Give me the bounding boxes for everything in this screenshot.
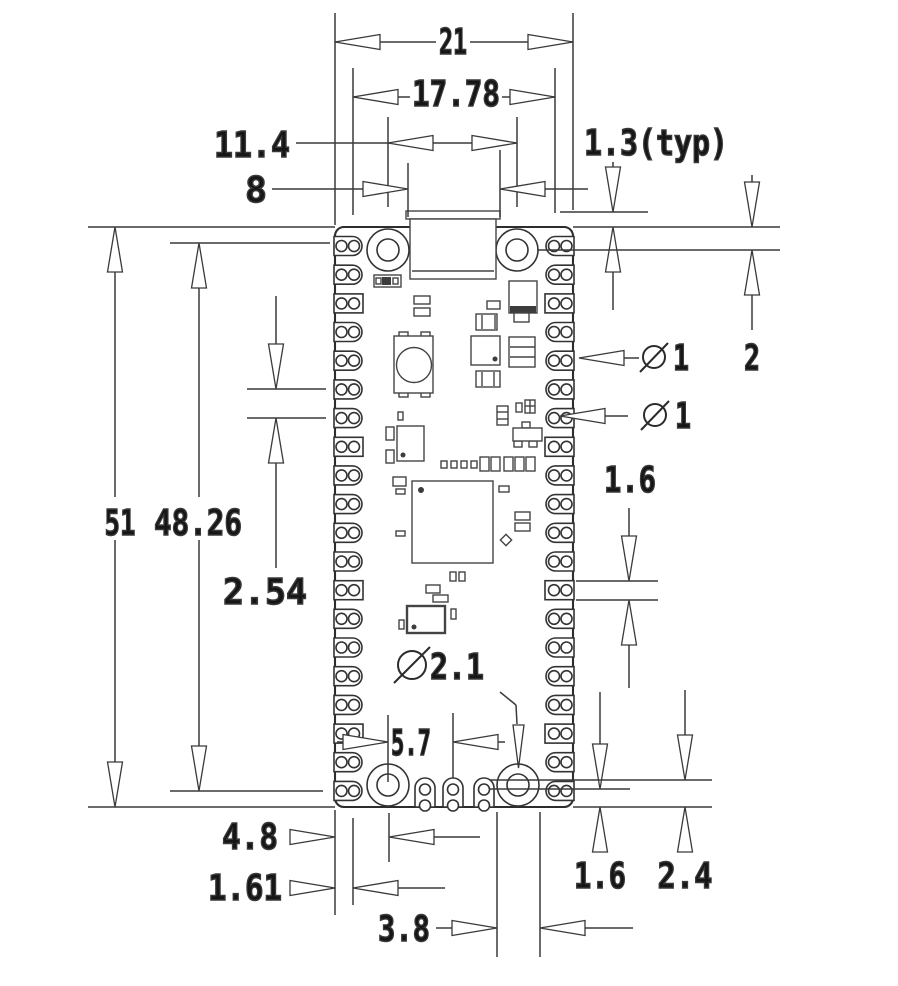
dim-label-mount-hole-dia: 2.1 — [430, 647, 484, 688]
pin-pad-right-4 — [546, 323, 574, 342]
pin-pad-left-15 — [334, 638, 362, 657]
debug-pad-1 — [415, 778, 435, 811]
diameter-symbol — [640, 343, 668, 372]
dim-castellation-dia — [579, 338, 689, 379]
pin-pad-right-20 — [546, 781, 574, 800]
debug-pad-2 — [443, 778, 463, 811]
dim-usb-width — [245, 150, 588, 217]
led — [374, 275, 401, 287]
pin-pad-left-1 — [334, 237, 362, 256]
dim-pad-length — [576, 460, 658, 688]
pin-pad-left-6 — [334, 380, 362, 399]
debug-pads — [415, 778, 494, 811]
usb-connector — [406, 211, 500, 279]
pin-pad-left-2 — [334, 265, 362, 284]
pin-pad-right-6 — [546, 380, 574, 399]
pin-pad-right-1 — [546, 237, 574, 256]
mounting-hole-bottom-right — [497, 764, 539, 806]
pin-pad-right-19 — [546, 753, 574, 772]
dim-label-debug-pad-offset: 2.4 — [657, 856, 713, 897]
crystal — [407, 606, 445, 633]
pin-pad-left-16 — [334, 667, 362, 686]
dim-label-edge-to-hole-col: 1.61 — [208, 868, 282, 909]
pin-pad-right-2 — [546, 265, 574, 284]
pin-pad-right-9 — [546, 466, 574, 485]
pin-pad-left-5 — [334, 351, 362, 370]
pin-pad-left-4 — [334, 323, 362, 342]
pin-pad-right-16 — [546, 667, 574, 686]
pin-pad-right-5 — [546, 351, 574, 370]
pin-pad-left-20 — [334, 781, 362, 800]
pin-pad-right-14 — [546, 609, 574, 628]
dim-label-edge-to-bottom-hole: 4.8 — [222, 817, 278, 858]
dim-pin-row-span — [154, 243, 330, 791]
dim-label-edge-to-mount-hole: 2 — [744, 338, 760, 379]
dim-label-through-hole-dia: 1 — [675, 396, 691, 437]
dim-label-usb-overhang: 1.3(typ) — [584, 123, 728, 164]
pin-pad-left-3 — [334, 294, 363, 313]
pcb-board — [334, 211, 574, 811]
dim-label-pin-pitch: 2.54 — [223, 572, 307, 613]
dim-pin-pitch — [223, 296, 326, 613]
pin-pad-left-10 — [334, 495, 362, 514]
pin-pad-left-9 — [334, 466, 362, 485]
pin-pad-left-7 — [334, 409, 362, 428]
pin-pad-right-15 — [546, 638, 574, 657]
pin-pad-right-3 — [545, 294, 574, 313]
pin-pad-right-10 — [546, 495, 574, 514]
pin-pad-right-8 — [545, 437, 574, 456]
dim-usb-overhang — [560, 123, 728, 310]
dim-label-mount-hole-span: 11.4 — [214, 125, 290, 166]
pin-pad-left-19 — [334, 753, 362, 772]
pin-pad-left-14 — [334, 609, 362, 628]
pin-pad-left-12 — [334, 552, 362, 571]
debug-pad-3 — [474, 778, 494, 811]
dim-label-pin-row-span: 48.26 — [154, 503, 242, 544]
dim-label-hole-col-span: 17.78 — [412, 74, 500, 115]
dim-label-debug-pad-len: 1.6 — [574, 856, 626, 897]
pin-pad-right-17 — [546, 695, 574, 714]
mounting-hole-top-right — [496, 229, 538, 271]
pin-pad-right-18 — [545, 724, 574, 743]
dim-label-castellation-dia: 1 — [673, 338, 689, 379]
flash-chip — [397, 426, 424, 461]
pin-pad-left-11 — [334, 523, 362, 542]
bootsel-button — [394, 332, 433, 397]
dim-label-usb-width: 8 — [245, 170, 267, 211]
pin-pad-left-17 — [334, 695, 362, 714]
pin-pad-left-8 — [334, 437, 363, 456]
dim-label-board-length: 51 — [104, 503, 136, 544]
pin-pad-left-13 — [334, 581, 363, 600]
mounting-hole-top-left — [367, 229, 409, 271]
pin-pad-right-11 — [546, 523, 574, 542]
pin-pad-right-12 — [546, 552, 574, 571]
dim-through-hole-dia — [560, 396, 691, 437]
dim-label-pad-length: 1.6 — [604, 460, 656, 501]
dim-label-hole-to-center: 5.7 — [391, 723, 431, 764]
dim-label-bottom-hole-pad-dia: 3.8 — [378, 909, 430, 950]
diameter-symbol — [641, 401, 669, 430]
dim-label-board-width: 21 — [439, 22, 467, 63]
pin-pad-right-13 — [545, 581, 574, 600]
